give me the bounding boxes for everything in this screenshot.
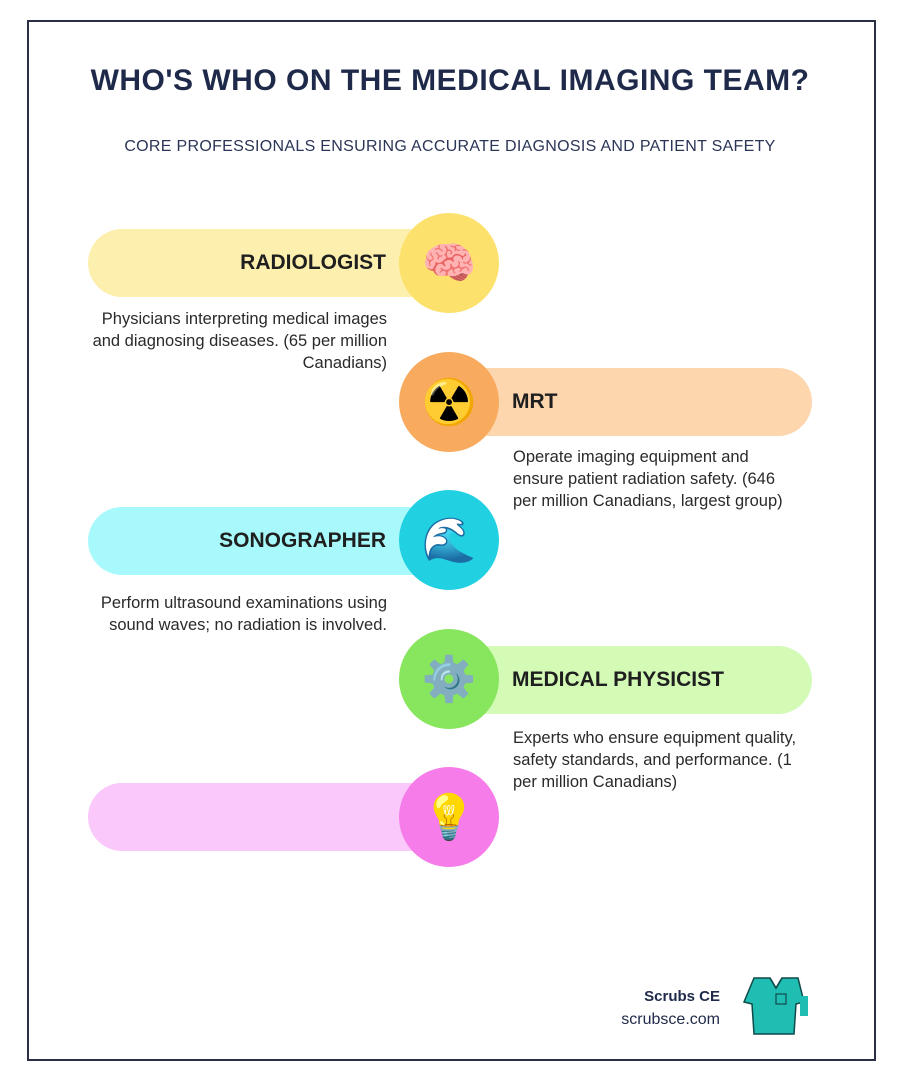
radioactive-icon: ☢️ [399,352,499,452]
page-title: WHO'S WHO ON THE MEDICAL IMAGING TEAM? [90,64,810,97]
role-pill-sonographer [88,507,448,575]
role-label: SONOGRAPHER [219,529,386,552]
subtitle: CORE PROFESSIONALS ENSURING ACCURATE DIAGNOSIS AND PATIENT SAFETY [124,138,776,155]
role-description: Perform ultrasound examinations using sound waves; no radiation is involved. [100,594,387,634]
gear-icon: ⚙️ [399,629,499,729]
role-pill-empty [88,783,448,851]
brand-url[interactable]: scrubsce.com [621,1011,720,1028]
brand [621,988,720,1029]
role-pill-medical-physicist [450,646,812,714]
lightbulb-icon: 💡 [399,767,499,867]
brand-name: Scrubs CE [644,988,720,1005]
role-pill-mrt [450,368,812,436]
role-pill-radiologist [88,229,448,297]
role-description: Operate imaging equipment and ensure patient radiation safety. (646 per million Canadians, largest group) [513,448,783,510]
brain-icon: 🧠 [399,213,499,313]
scrubs-logo-icon [740,976,808,1038]
role-description: Experts who ensure equipment quality, safety standards, and performance. (1 per million Canadians) [513,729,797,791]
role-description: Physicians interpreting medical images and diagnosing diseases. (65 per million Canadians) [92,310,387,372]
role-label: MRT [512,390,558,413]
wave-icon: 🌊 [399,490,499,590]
role-label: RADIOLOGIST [240,251,386,274]
role-label: MEDICAL PHYSICIST [512,668,724,691]
